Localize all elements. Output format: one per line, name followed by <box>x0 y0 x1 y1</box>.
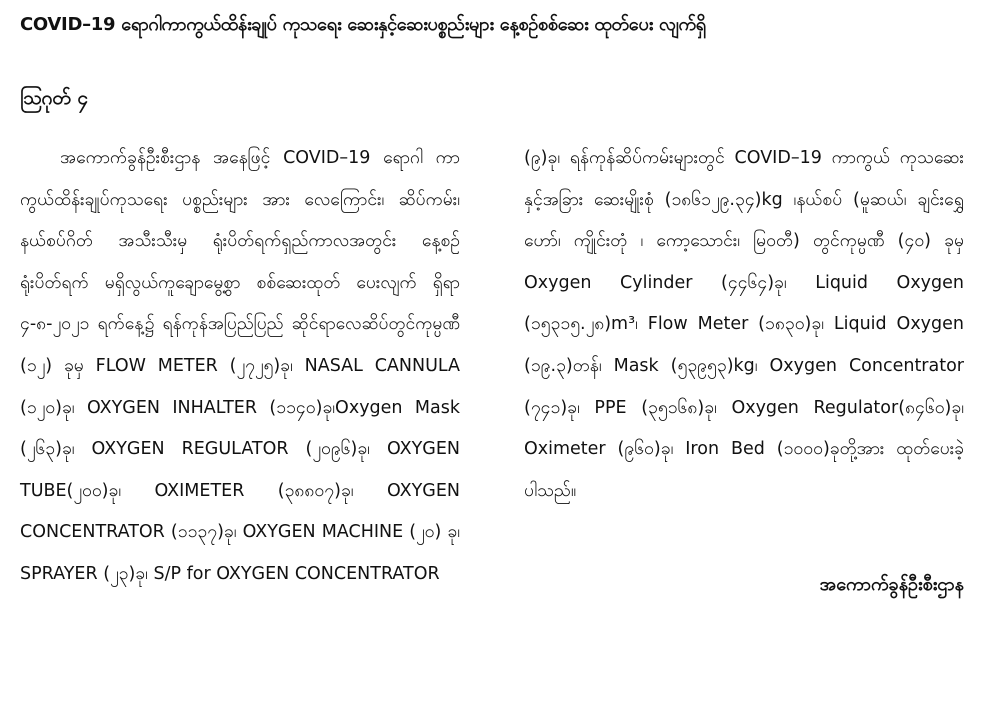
body-paragraph-left: အကောက်ခွန်ဦးစီးဌာန အနေဖြင့် COVID–19 ရောဂါ ကာကွယ်ထိန်းချုပ်ကုသရေး ပစ္စည်းများ အား လေကြောင်း၊ ဆိပ်ကမ်း၊ နယ်စပ်ဂိတ် အသီးသီးမှ ရုံးပိတ်ရက်ရှည်ကာလအတွင်း နေ့စဉ်ရုံးပိတ်ရက် မရှိလွယ်ကူချောမွေ့စွာ စစ်ဆေးထုတ် ပေးလျက် ရှိရာ ၄-၈-၂၀၂၁ ရက်နေ့၌ ရန်ကုန်အပြည်ပြည် ဆိုင်ရာလေဆိပ်တွင်ကုမ္ပဏီ (၁၂) ခုမှ FLOW METER (၂၇၂၅)ခု၊ NASAL CANNULA (၁၂၀)ခု၊ OXYGEN INHALTER (၁၁၄၀)ခု၊Oxygen Mask (၂၆၃)ခု၊ OXYGEN REGULATOR (၂၀၉၆)ခု၊ OXYGEN TUBE(၂၀၀)ခု၊ OXIMETER (၃၈၈၀၇)ခု၊ OXYGEN CONCENTRATOR (၁၁၃၇)ခု၊ OXYGEN MACHINE (၂၀) ခု၊ SPRAYER (၂၃)ခု၊ S/P for OXYGEN CONCENTRATOR <box>20 148 460 584</box>
body-column-left <box>20 138 460 596</box>
signature-line: အကောက်ခွန်ဦးစီးဌာန <box>819 574 964 595</box>
date-line: ဩဂုတ် ၄ <box>20 87 89 109</box>
body-paragraph-right: (၉)ခု၊ ရန်ကုန်ဆိပ်ကမ်းများတွင် COVID–19 ကာကွယ် ကုသဆေးနှင့်အခြား ဆေးမျိုးစုံ (၁၈၆၁၂၉.၃၄)kg ၊နယ်စပ် (မူဆယ်၊ ချင်းရွှေဟော်၊ ကျိုင်းတုံ ၊ ကော့သောင်း၊ မြဝတီ) တွင်ကုမ္ပဏီ (၄၀) ခုမှ Oxygen Cylinder (၄၄၆၄)ခု၊ Liquid Oxygen (၁၅၃၁၅.၂၈)m³၊ Flow Meter (၁၈၃၀)ခု၊ Liquid Oxygen (၁၉.၃)တန်၊ Mask (၅၃၉၅၃)kg၊ Oxygen Concentrator (၇၄၁)ခု၊ PPE (၃၅၁၆၈)ခု၊ Oxygen Regulator(၈၄၆၀)ခု၊ Oximeter (၉၆၀)ခု၊ Iron Bed (၁၀၀၀)ခုတို့အား ထုတ်ပေးခဲ့ ပါသည်။ <box>524 148 964 501</box>
body-column-right <box>524 138 964 512</box>
document-headline: COVID–19 ရောဂါကာကွယ်ထိန်းချုပ် ကုသရေး ဆေးနှင့်ဆေးပစ္စည်းများ နေ့စဉ်စစ်ဆေး ထုတ်ပေး လျက်ရှိ <box>20 14 706 35</box>
